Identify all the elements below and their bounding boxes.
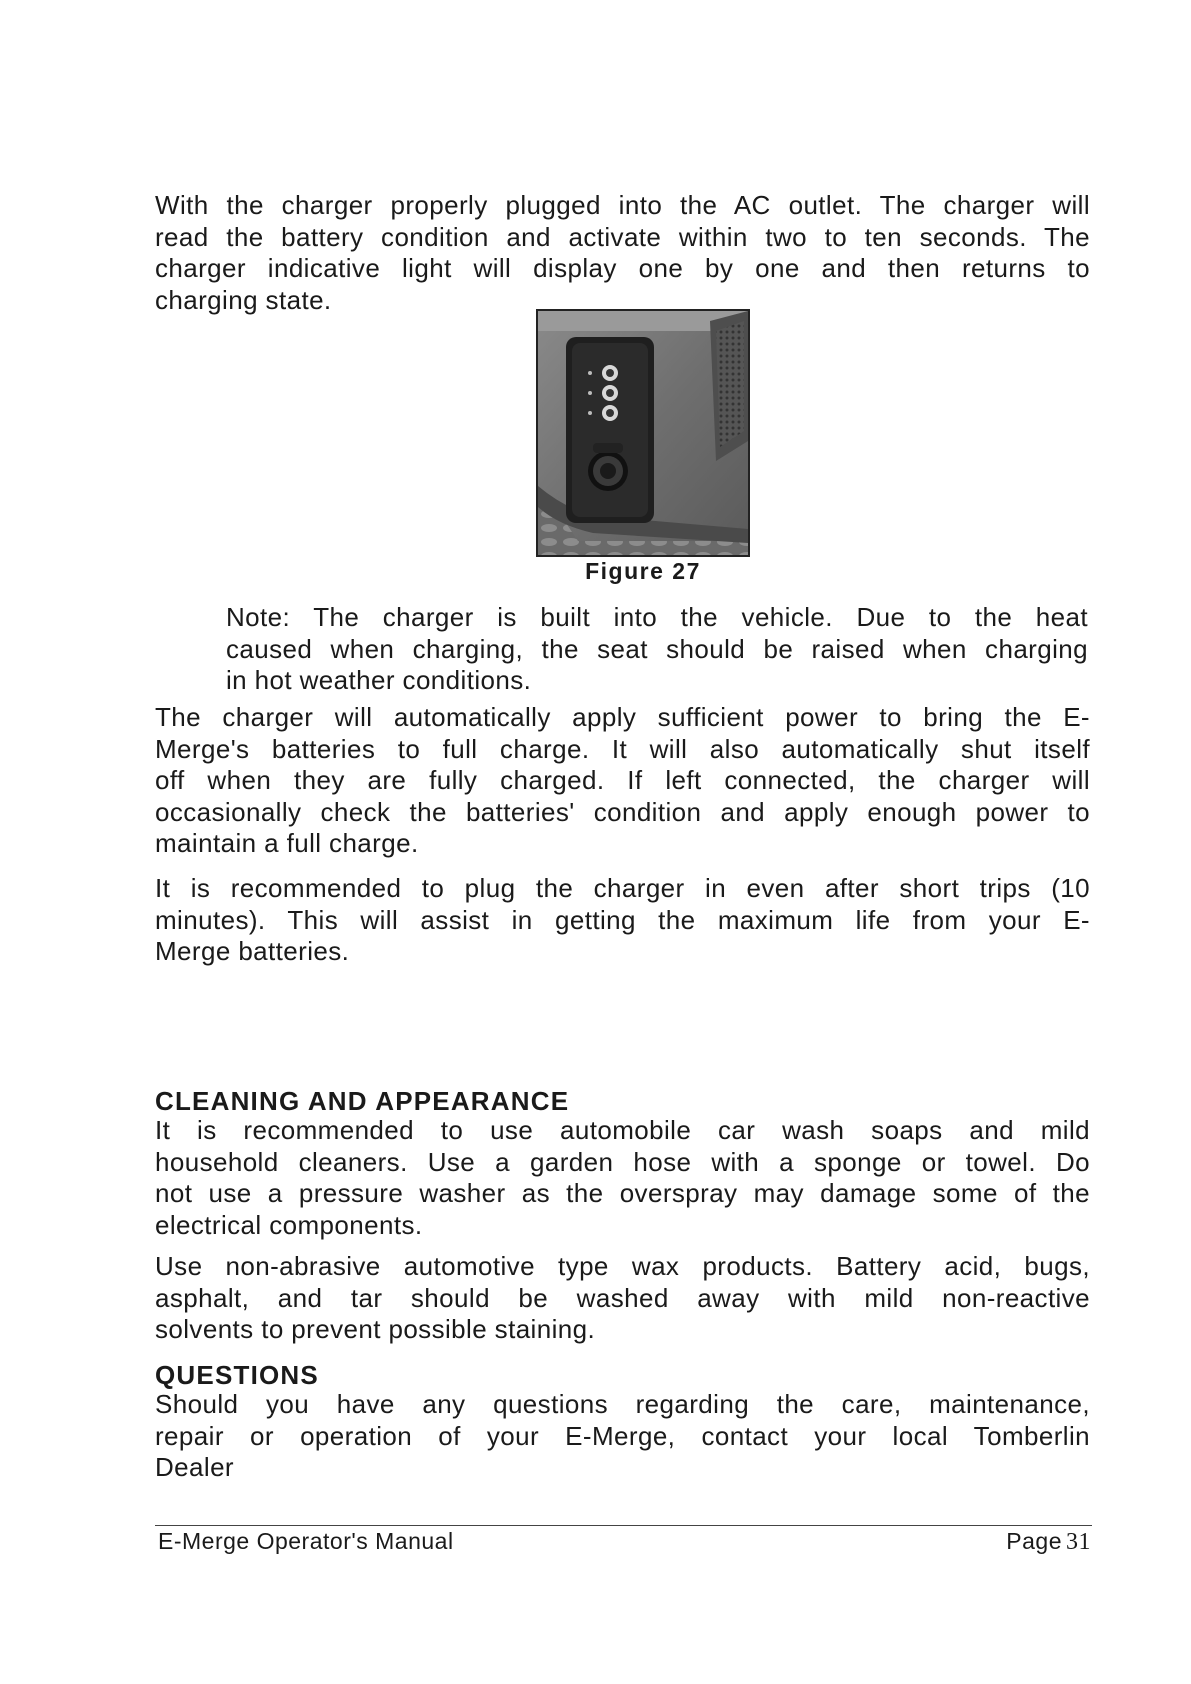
note-paragraph xyxy=(226,602,1088,697)
text-line: solvents to prevent possible staining. xyxy=(155,1314,596,1344)
charger-port-photo xyxy=(538,311,748,555)
text-line: The charger will automatically apply sufficient power to bring the E- xyxy=(155,702,1090,732)
charger-automatic-paragraph xyxy=(155,702,1090,860)
footer-page-indicator xyxy=(1006,1528,1091,1556)
text-line: With the charger properly plugged into the AC outlet. The charger will xyxy=(155,190,1090,220)
text-line: Should you have any questions regarding the care, maintenance, xyxy=(155,1389,1090,1419)
text-line: Dealer xyxy=(155,1452,234,1482)
text-line: maintain a full charge. xyxy=(155,828,419,858)
text-line: off when they are fully charged. If left connected, the charger will xyxy=(155,765,1090,795)
text-line: Merge batteries. xyxy=(155,936,350,966)
text-line: repair or operation of your E-Merge, contact your local Tomberlin xyxy=(155,1420,1090,1451)
text-line: Use non-abrasive automotive type wax products. Battery acid, bugs, xyxy=(155,1251,1090,1281)
page-number: 31 xyxy=(1066,1529,1091,1555)
text-line: in hot weather conditions. xyxy=(226,665,532,695)
text-line: occasionally check the batteries' condition and apply enough power to xyxy=(155,796,1090,827)
text-line: electrical components. xyxy=(155,1209,423,1240)
text-line: It is recommended to plug the charger in even after short trips (10 xyxy=(155,873,1090,903)
text-line: charger indicative light will display one by one and then returns to xyxy=(155,253,1090,283)
text-line: not use a pressure washer as the overspray may damage some of the xyxy=(155,1178,1090,1208)
figure-caption: Figure 27 xyxy=(585,558,701,584)
figure-27-photo xyxy=(536,309,750,557)
text-line: Note: The charger is built into the vehicle. Due to the heat xyxy=(226,602,1088,632)
text-line: asphalt, and tar should be washed away with mild non-reactive xyxy=(155,1282,1090,1313)
short-trips-paragraph xyxy=(155,873,1090,968)
text-line: read the battery condition and activate within two to ten seconds. The xyxy=(155,221,1090,252)
questions-paragraph xyxy=(155,1389,1090,1484)
text-line: charging state. xyxy=(155,284,332,315)
footer-manual-title: E-Merge Operator's Manual xyxy=(158,1528,454,1554)
text-line: caused when charging, the seat should be raised when charging xyxy=(226,633,1088,664)
cleaning-paragraph-1 xyxy=(155,1115,1090,1241)
text-line: minutes). This will assist in getting the maximum life from your E- xyxy=(155,904,1090,935)
charging-socket xyxy=(588,443,628,491)
text-line: Merge's batteries to full charge. It will also automatically shut itself xyxy=(155,733,1090,764)
text-line: household cleaners. Use a garden hose with a sponge or towel. Do xyxy=(155,1146,1090,1177)
cleaning-paragraph-2 xyxy=(155,1251,1090,1346)
page-label: Page xyxy=(1006,1528,1062,1554)
intro-paragraph xyxy=(155,190,1090,316)
questions-heading: QUESTIONS xyxy=(155,1360,319,1390)
cleaning-heading: CLEANING AND APPEARANCE xyxy=(155,1086,570,1116)
footer-divider xyxy=(155,1525,1092,1526)
text-line: It is recommended to use automobile car wash soaps and mild xyxy=(155,1115,1090,1145)
